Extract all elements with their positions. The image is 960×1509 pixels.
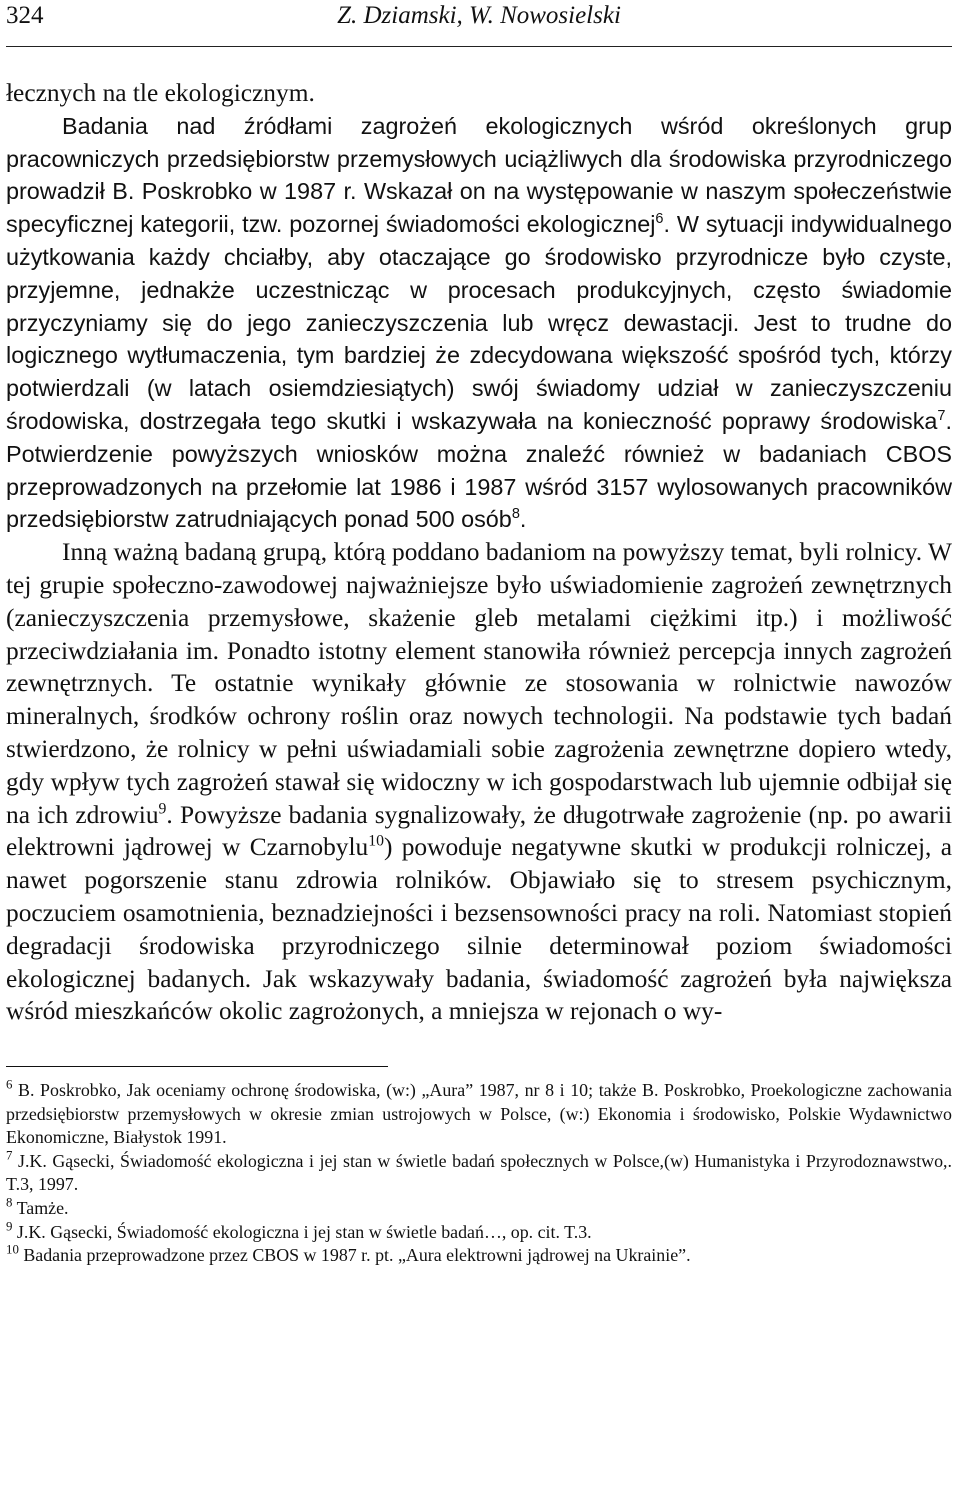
footnote-text: J.K. Gąsecki, Świadomość ekologiczna i jej stan w świetle badań…, op. cit. T.3.: [16, 1221, 592, 1242]
footnote-text: Badania przeprowadzone przez CBOS w 1987 r. pt. „Aura elektrowni jądrowej na Ukrainie”.: [23, 1245, 691, 1266]
footnote-text: B. Poskrobko, Jak oceniamy ochronę środowiska, (w:) „Aura” 1987, nr 8 i 10; także B. Poskrobko, Proekologiczne zachowania przedsiębiorstw przemysłowych w okresie zmian ustrojowych w Polsce, (w:) Ekonomia i środowisko, Polskie Wydawnictwo Ekonomiczne, Białystok 1991.: [6, 1080, 952, 1148]
document-page: [6, 0, 952, 1268]
paragraph-text: Badania nad źródłami zagrożeń ekologicznych wśród określonych grup pracowniczych przedsiębiorstw przemysłowych uciążliwych dla środowiska przyrodniczego prowadził B. Poskrobko w 1987 r. Wskazał on na występowanie w naszym społeczeństwie specyficznej kategorii, tzw. pozornej świadomości ekologicznej: [6, 112, 952, 238]
footnote-number: 8: [6, 1195, 13, 1210]
running-title: Z. Dziamski, W. Nowosielski: [337, 2, 621, 29]
footnote-9: [6, 1221, 952, 1245]
footnote-number: 10: [6, 1242, 19, 1257]
footnote-ref-9[interactable]: 9: [158, 799, 167, 817]
paragraph-poskrobko: [6, 110, 952, 536]
running-header: [6, 0, 952, 47]
paragraph-text: . Potwierdzenie powyższych wniosków można znaleźć również w badaniach CBOS przeprowadzonych na przełomie lat 1986 i 1987 wśród 3157 wylosowanych pracowników przedsiębiorstw zatrudniających ponad 500 osób: [6, 407, 952, 533]
footnote-number: 9: [6, 1219, 13, 1234]
paragraph-text: ) powoduje negatywne skutki w produkcji rolniczej, a nawet pogorszenie stanu zdrowia rolników. Objawiało się to stresem psychicznym, poczuciem osamotnienia, beznadziejności i bezsensowności pracy na roli. Natomiast stopień degradacji środowiska przyrodniczego silnie determinował poziom świadomości ekologicznej badanych. Jak wskazywały badania, świadomość zagrożeń była największa wśród mieszkańców okolic zagrożonych, a mniejsza w rejonach o wy-: [6, 833, 952, 1026]
paragraph-text: .: [519, 506, 527, 533]
footnote-10: [6, 1244, 952, 1268]
main-text: [6, 77, 952, 1028]
footnote-text: J.K. Gąsecki, Świadomość ekologiczna i jej stan w świetle badań społecznych w Polsce,(w) Humanistyka i Przyrodoznawstwo,. T.3, 1997.: [6, 1150, 952, 1195]
footnote-text: Tamże.: [16, 1198, 69, 1219]
footnote-ref-8[interactable]: 8: [511, 506, 520, 523]
page-number: 324: [6, 2, 44, 29]
footnote-ref-7[interactable]: 7: [937, 407, 946, 424]
footnote-6: [6, 1079, 952, 1150]
footnote-number: 6: [6, 1077, 13, 1092]
footnote-ref-10[interactable]: 10: [368, 832, 384, 850]
footnote-8: [6, 1197, 952, 1221]
footnote-7: [6, 1150, 952, 1197]
paragraph-continuation: [6, 77, 952, 110]
paragraph-farmers: [6, 536, 952, 1028]
footnote-separator: [6, 1066, 388, 1067]
paragraph-text: Inną ważną badaną grupą, którą poddano badaniom na powyższy temat, byli rolnicy. W tej grupie społeczno-zawodowej najważniejsze było uświadomienie zagrożeń zewnętrznych (zanieczyszczenia przemysłowe, skażenie gleb metalami ciężkimi itp.) i możliwość przeciwdziałania im. Ponadto istotny element stanowiła również percepcja innych zagrożeń zewnętrznych. Te ostatnie wynikały głównie ze stosowania w rolnictwie nawozów mineralnych, środków ochrony roślin oraz nowych technologii. Na podstawie tych badań stwierdzono, że rolnicy w pełni uświadamiali sobie zagrożenia zewnętrzne dopiero wtedy, gdy wpływ tych zagrożeń stawał się widoczny w ich gospodarstwach lub ujemnie odbijał się na ich zdrowiu: [6, 538, 952, 829]
footnotes: [6, 1079, 952, 1268]
footnote-ref-6[interactable]: 6: [655, 211, 664, 228]
footnote-number: 7: [6, 1148, 13, 1163]
paragraph-text: . W sytuacji indywidualnego użytkowania każdy chciałby, aby otaczające go środowisko przyrodnicze było czyste, przyjemne, jednakże uczestnicząc w procesach produkcyjnych, często świadomie przyczyniamy się do jego zanieczyszczenia lub wręcz dewastacji. Jest to trudne do logicznego wytłumaczenia, tym bardziej że zdecydowana większość spośród tych, którzy potwierdzali (w latach osiemdziesiątych) swój świadomy udział w zanieczyszczeniu środowiska, dostrzegała tego skutki i wskazywała na konieczność poprawy środowiska: [6, 211, 953, 434]
paragraph-text: . Powyższe badania sygnalizowały, że długotrwałe zagrożenie (np. po awarii elektrowni jądrowej w Czarnobylu: [6, 800, 952, 862]
paragraph-text: łecznych na tle ekologicznym.: [6, 79, 315, 107]
